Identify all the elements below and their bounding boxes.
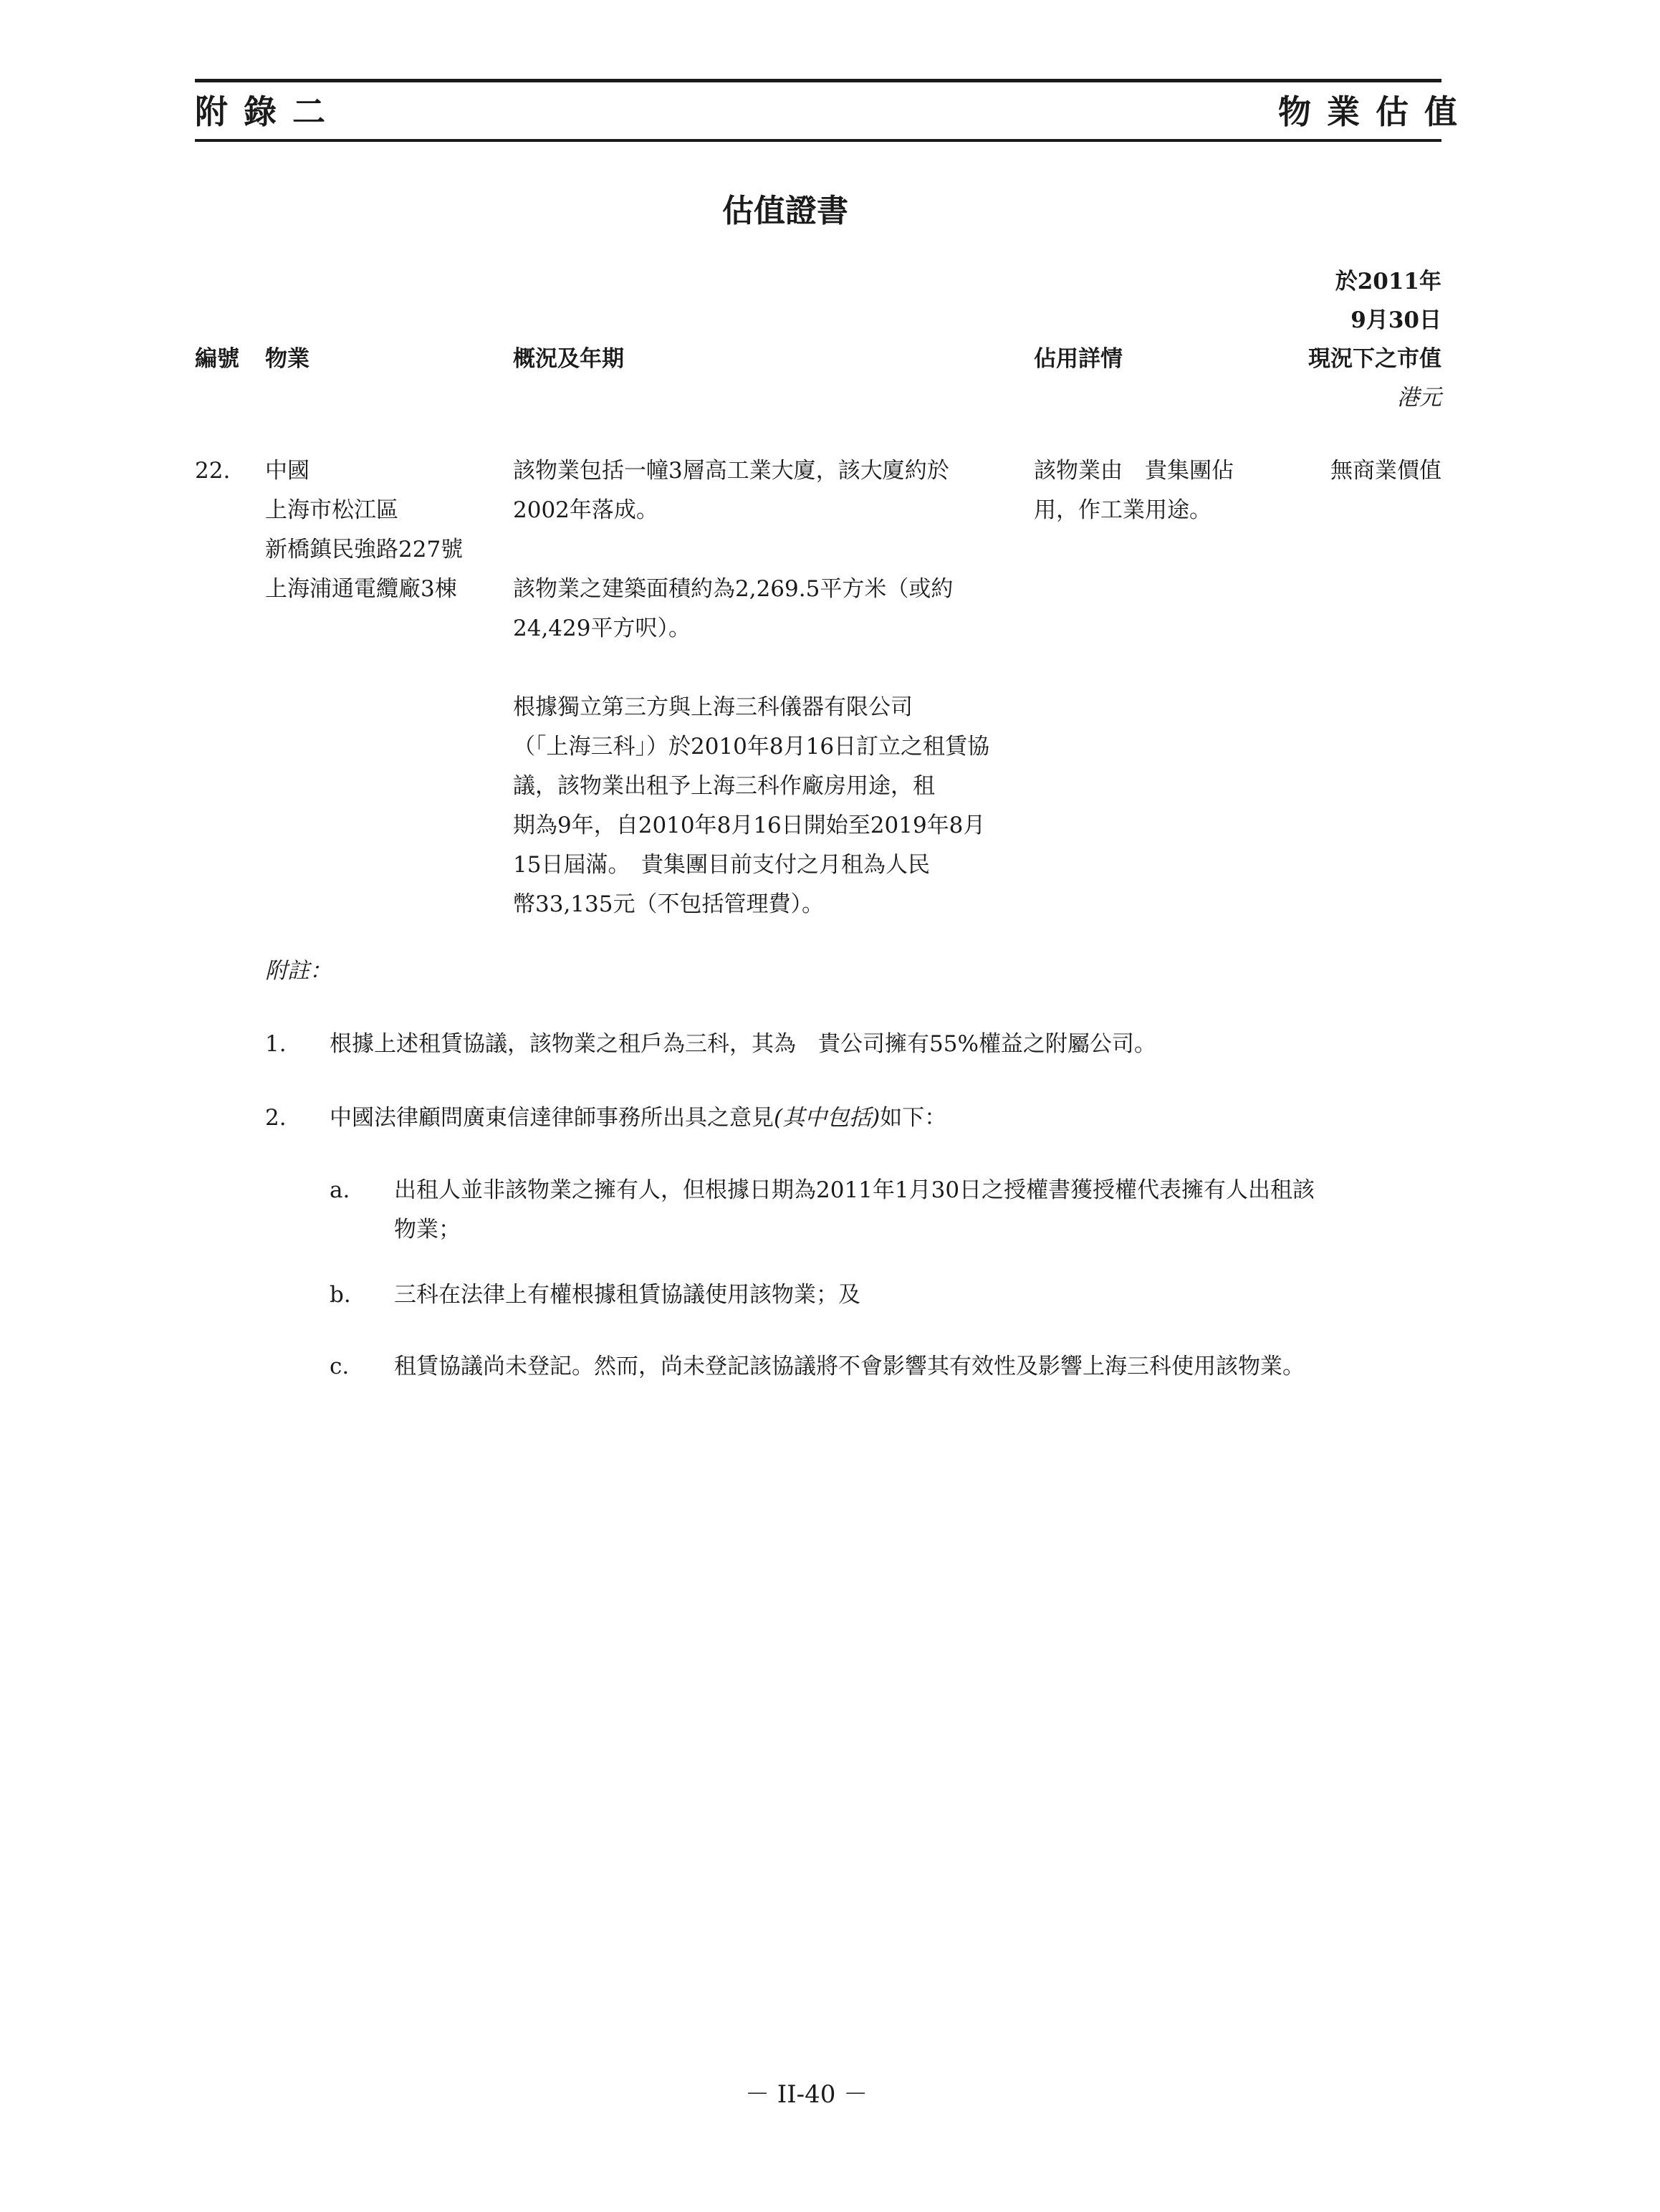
note-2-text <box>330 1098 946 1138</box>
value-basis: 現況下之市值 <box>1308 346 1441 372</box>
value-date-line2: 9月30日 <box>1350 307 1441 333</box>
page-number: － II-40 － <box>745 2080 868 2109</box>
row-number: 22. <box>195 458 231 484</box>
col-header-occupancy: 佔用詳情 <box>1034 346 1123 372</box>
description-line: 幣33,135元（不包括管理費）。 <box>513 891 824 917</box>
property-description <box>513 451 1014 924</box>
note-2-number: 2. <box>265 1105 287 1131</box>
sub-a-text <box>394 1171 1315 1250</box>
occupancy-details <box>1034 451 1234 530</box>
occupancy-line: 該物業由 貴集團佔 <box>1034 458 1234 484</box>
note-1-number: 1. <box>265 1031 287 1057</box>
col-header-description: 概況及年期 <box>513 346 624 372</box>
note-2-text-main: 中國法律顧問廣東信達律師事務所出具之意見 <box>330 1105 774 1131</box>
section-title: 物業估值 <box>1278 92 1473 131</box>
sub-a-line: 物業； <box>394 1217 461 1243</box>
property-line: 上海浦通電纜廠3棟 <box>265 576 457 602</box>
value-date-line1: 於2011年 <box>1335 269 1441 295</box>
sub-b-text: 三科在法律上有權根據租賃協議使用該物業；及 <box>394 1282 860 1308</box>
description-para-2 <box>513 570 1014 648</box>
description-line: 該物業之建築面積約為2,269.5平方米（或約 <box>513 576 954 602</box>
sub-a-line: 出租人並非該物業之擁有人，但根據日期為2011年1月30日之授權書獲授權代表擁有人出租該 <box>394 1177 1315 1203</box>
description-line: （「上海三科」）於2010年8月16日訂立之租賃協 <box>513 734 990 760</box>
description-line: 15日屆滿。 貴集團目前支付之月租為人民 <box>513 852 930 878</box>
property-line: 中國 <box>265 458 310 484</box>
note-2-text-end: 如下： <box>880 1105 947 1131</box>
sub-c-text: 租賃協議尚未登記。然而，尚未登記該協議將不會影響其有效性及影響上海三科使用該物業。 <box>394 1354 1305 1379</box>
value-unit: 港元 <box>1397 385 1441 411</box>
note-2-text-italic: (其中包括) <box>774 1105 881 1131</box>
sub-c-label: c. <box>330 1354 350 1379</box>
occupancy-line: 用，作工業用途。 <box>1034 497 1212 523</box>
sub-a-label: a. <box>330 1177 350 1203</box>
property-line: 新橋鎮民強路227號 <box>265 537 464 562</box>
note-1-text: 根據上述租賃協議，該物業之租戶為三科，其為 貴公司擁有55%權益之附屬公司。 <box>330 1031 1156 1057</box>
appendix-label: 附錄二 <box>195 92 341 131</box>
col-header-property: 物業 <box>265 346 310 372</box>
description-line: 該物業包括一幢3層高工業大廈，該大廈約於 <box>513 458 949 484</box>
description-line: 根據獨立第三方與上海三科儀器有限公司 <box>513 694 913 720</box>
property-line: 上海市松江區 <box>265 497 398 523</box>
description-line: 議，該物業出租予上海三科作廠房用途，租 <box>513 773 935 799</box>
description-para-3 <box>513 688 1014 924</box>
description-para-1 <box>513 451 1014 530</box>
header-bottom-rule <box>195 139 1441 142</box>
header-top-rule <box>195 79 1441 82</box>
description-line: 2002年落成。 <box>513 497 658 523</box>
page-title: 估值證書 <box>722 193 848 229</box>
description-line: 期為9年，自2010年8月16日開始至2019年8月 <box>513 813 986 838</box>
col-header-no: 編號 <box>195 346 239 372</box>
notes-heading: 附註： <box>265 958 332 984</box>
sub-b-label: b. <box>330 1282 351 1308</box>
property-address <box>265 451 463 609</box>
value-header <box>1308 262 1441 417</box>
description-line: 24,429平方呎）。 <box>513 616 691 641</box>
market-value: 無商業價值 <box>1330 458 1441 484</box>
